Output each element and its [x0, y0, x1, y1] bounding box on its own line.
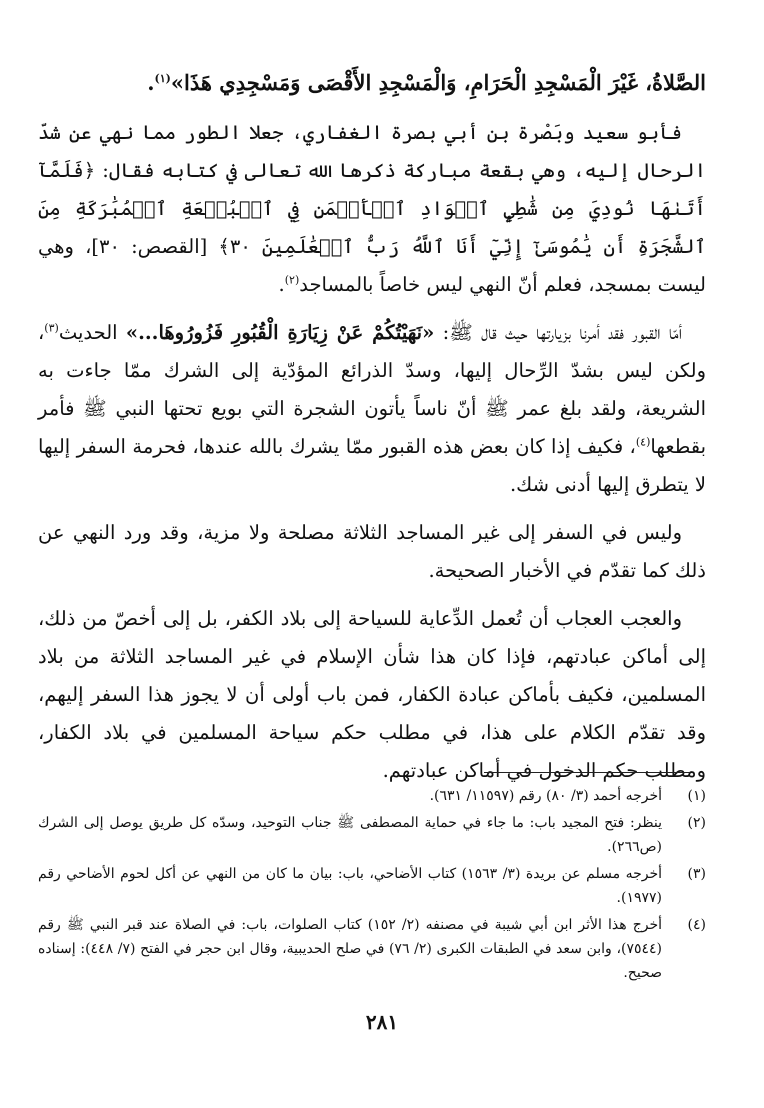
- footnote-number: (٣): [687, 866, 706, 882]
- footnote-text: أخرجه مسلم عن بريدة (٣/ ١٥٦٣) كتاب الأضاحي، باب: بيان ما كان من النهي عن أكل لحوم الأضاحي رقم (١٩٧٧).: [38, 866, 663, 906]
- footnote-ref-1: (١): [154, 72, 171, 85]
- hadith-quote: «نَهَيْتُكُمْ عَنْ زِيَارَةِ الْقُبُورِ فَزُورُوهَا...»: [125, 321, 435, 344]
- main-text: [38, 64, 706, 800]
- footnote-number: (٤): [687, 917, 706, 933]
- paragraph-tourism: والعجب العجاب أن تُعمل الدِّعاية للسياحة إلى بلاد الكفر، بل إلى أخصّ من ذلك، إلى أماكن عبادتهم، فإذا كان هذا شأن الإسلام في غير المساجد الثلاثة من بلاد المسلمين، فكيف بأماكن عبادة الكفار، فمن باب أولى أن لا يجوز هذا السفر إليهم، وقد تقدّم الكلام على هذا، في مطلب حكم سياحة المسلمين في بلاد الكفار، ومطلب حكم الدخول في أماكن عبادتهم.: [38, 607, 706, 782]
- footnote-item: [38, 784, 706, 808]
- footnote-item: [38, 862, 706, 910]
- footnotes: [38, 784, 706, 988]
- footnote-ref-4: (٤): [635, 435, 651, 449]
- footnote-number: (٢): [687, 815, 706, 831]
- footnote-item: [38, 811, 706, 859]
- footnote-number: (١): [687, 788, 706, 804]
- paragraph-tur: [38, 114, 706, 304]
- footnote-ref-3: (٣): [44, 321, 59, 335]
- footnote-text: ينظر: فتح المجيد باب: ما جاء في حماية المصطفى ﷺ جناب التوحيد، وسدّه كل طريق يوصل إلى الشرك (ص٢٦٦).: [38, 815, 662, 855]
- paragraph-hadith-continuation: [38, 64, 706, 102]
- paragraph-text: فأبو سعيد وبَصْرة بن أبي بصرة الغفاري، جعلا الطور مما نهي عن شدّ الرحال إليه، وهي بقعة مباركة ذكرها الله تعالى في كتابه فقال:: [38, 121, 706, 182]
- footnote-ref-2: (٢): [284, 273, 300, 287]
- paragraph-graves: [38, 314, 706, 504]
- footnote-divider: [484, 772, 690, 773]
- footnote-text: أخرجه أحمد (٣/ ٨٠) رقم (١١٥٩٧/ ٦٣١).: [429, 788, 662, 804]
- footnote-item: [38, 913, 706, 985]
- paragraph-text: ، ولكن ليس بشدّ الرِّحال إليها، وسدّ الذرائع المؤدّية إلى الشرك ممّا جاءت به الشريعة، ولقد بلغ عمر ﷺ أنّ ناساً يأتون الشجرة التي بويع تحتها النبي ﷺ فأمر بقطعها: [38, 321, 706, 458]
- paragraph-three-mosques: وليس في السفر إلى غير المساجد الثلاثة مصلحة ولا مزية، وقد ورد النهي عن ذلك كما تقدّم في الأخبار الصحيحة.: [38, 521, 706, 582]
- page-number: ٢٨١: [365, 1010, 399, 1034]
- paragraph-text: ، فكيف إذا كان بعض هذه القبور ممّا يشرك بالله عندها، فحرمة السفر إليها لا يتطرق إليها أدنى شك.: [38, 435, 706, 496]
- footnote-text: أخرج هذا الأثر ابن أبي شيبة في مصنفه (٢/ ١٥٢) كتاب الصلوات، باب: في الصلاة عند قبر النبي ﷺ رقم (٧٥٤٤)، وابن سعد في الطبقات الكبرى (٢/ ٧٦) في صلح الحديبية، وقال ابن حجر في الفتح (٧/ ٤٤٨): إسناده صحيح.: [38, 917, 663, 981]
- hadith-text: الصَّلاةُ، غَيْرَ الْمَسْجِدِ الْحَرَامِ، وَالْمَسْجِدِ الأَقْصَى وَمَسْجِدِي هَذَا»: [170, 70, 706, 95]
- sentence-end: .: [147, 70, 155, 95]
- quran-verse: ﴿فَلَمَّآ أَتَىٰهَا نُودِيَ مِن شَٰطِيِٕ ٱلۡوَادِ ٱلۡأَيۡمَنِ فِي ٱلۡبُقۡعَةِ ٱلۡمُبَٰرَكَةِ مِنَ ٱلشَّجَرَةِ أَن يَٰمُوسَىٰٓ إِنِّيٓ أَنَا ٱللَّهُ رَبُّ ٱلۡعَٰلَمِينَ ٣٠﴾: [38, 159, 706, 258]
- paragraph-text: أمّا القبور فقد أمرنا بزيارتها حيث قال ﷺ:: [434, 321, 682, 344]
- sentence-end: .: [278, 273, 285, 296]
- paragraph-text: الحديث: [58, 321, 126, 344]
- paragraph-text: [القصص: ٣٠]، وهي ليست بمسجد، فعلم أنّ النهي ليس خاصاً بالمساجد: [38, 235, 706, 296]
